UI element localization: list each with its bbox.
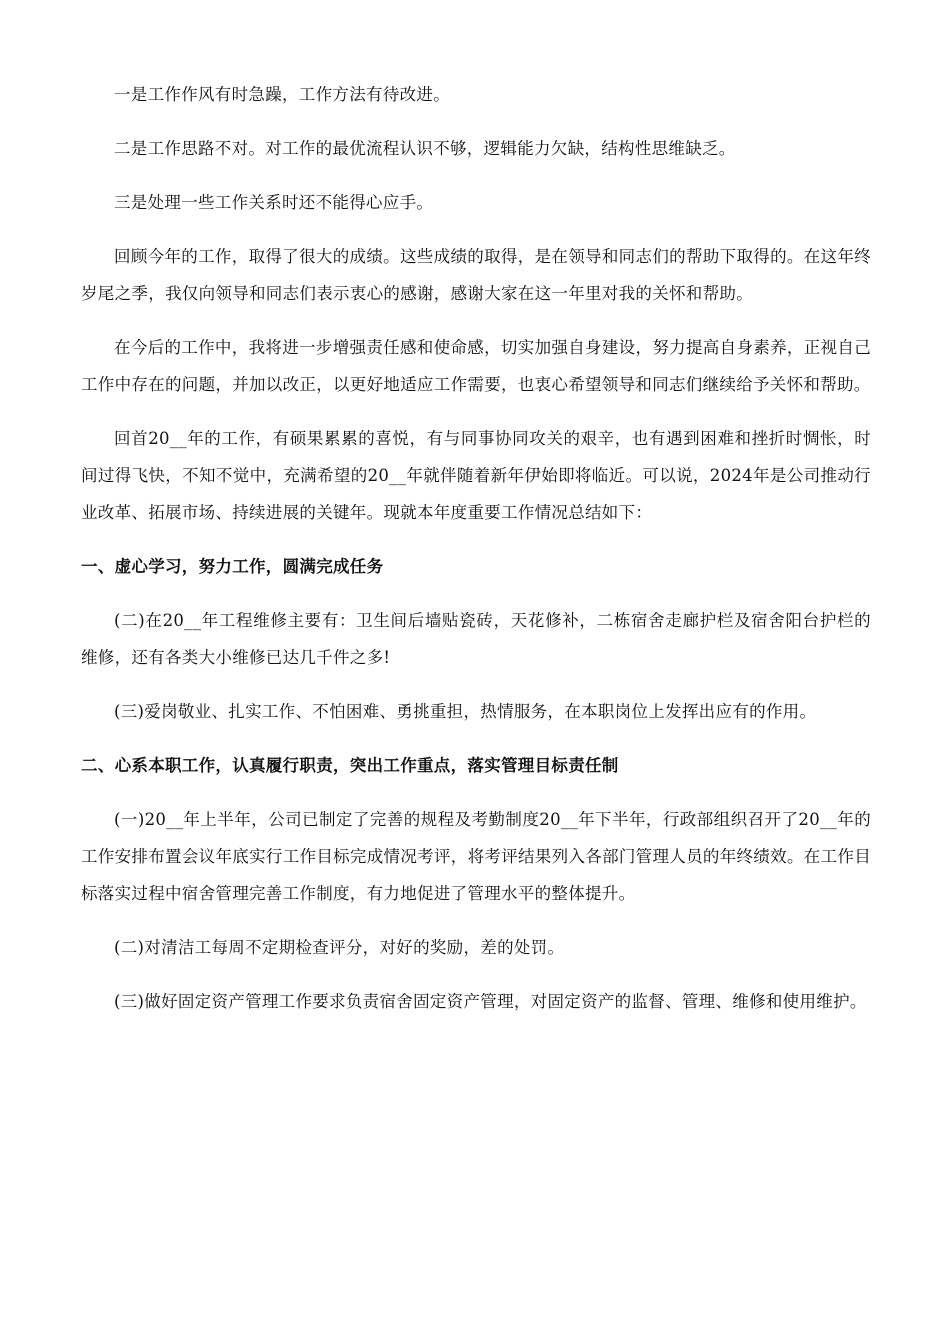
section-heading-1: 一、虚心学习，努力工作，圆满完成任务 [81,557,384,576]
section-heading-2: 二、心系本职工作，认真履行职责，突出工作重点，落实管理目标责任制 [81,756,619,775]
paragraph-dedication: (三)爱岗敬业、扎实工作、不怕困难、勇挑重担，热情服务，在本职岗位上发挥出应有的作用。 [114,702,817,721]
paragraph-weakness-1: 一是工作作风有时急躁，工作方法有待改进。 [114,85,450,104]
paragraph-cleaning: (二)对清洁工每周不定期检查评分，对好的奖励，差的处罚。 [114,938,565,957]
paragraph-future: 在今后的工作中，我将进一步增强责任感和使命感，切实加强自身建设，努力提高自身素养，正视自己工作中存在的问题，并加以改正，以更好地适应工作需要，也衷心希望领导和同志们继续给予关怀和帮助。 [81,338,871,394]
paragraph-review: 回顾今年的工作，取得了很大的成绩。这些成绩的取得，是在领导和同志们的帮助下取得的。在这年终岁尾之季，我仅向领导和同志们表示衷心的感谢，感谢大家在这一年里对我的关怀和帮助。 [81,247,871,303]
paragraph-regulations: (一)20__年上半年，公司已制定了完善的规程及考勤制度20__年下半年，行政部组织召开了20__年的工作安排布置会议年底实行工作目标完成情况考评，将考评结果列入各部门管理人员的年终绩效。在工作目标落实过程中宿舍管理完善工作制度，有力地促进了管理水平的整体提升。 [81,810,871,903]
paragraph-maintenance: (二)在20__年工程维修主要有：卫生间后墙贴瓷砖，天花修补，二栋宿舍走廊护栏及宿舍阳台护栏的维修，还有各类大小维修已达几千件之多! [81,611,871,667]
document-body [81,76,871,1037]
paragraph-weakness-2: 二是工作思路不对。对工作的最优流程认识不够，逻辑能力欠缺，结构性思维缺乏。 [114,139,736,158]
paragraph-weakness-3: 三是处理一些工作关系时还不能得心应手。 [114,193,434,212]
paragraph-fixed-assets: (三)做好固定资产管理工作要求负责宿舍固定资产管理，对固定资产的监督、管理、维修和使用维护。 [114,992,867,1011]
paragraph-retrospect: 回首20__年的工作，有硕果累累的喜悦，有与同事协同攻关的艰辛，也有遇到困难和挫折时惆怅，时间过得飞快，不知不觉中，充满希望的20__年就伴随着新年伊始即将临近。可以说，2024年是公司推动行业改革、拓展市场、持续进展的关键年。现就本年度重要工作情况总结如下： [81,429,871,522]
